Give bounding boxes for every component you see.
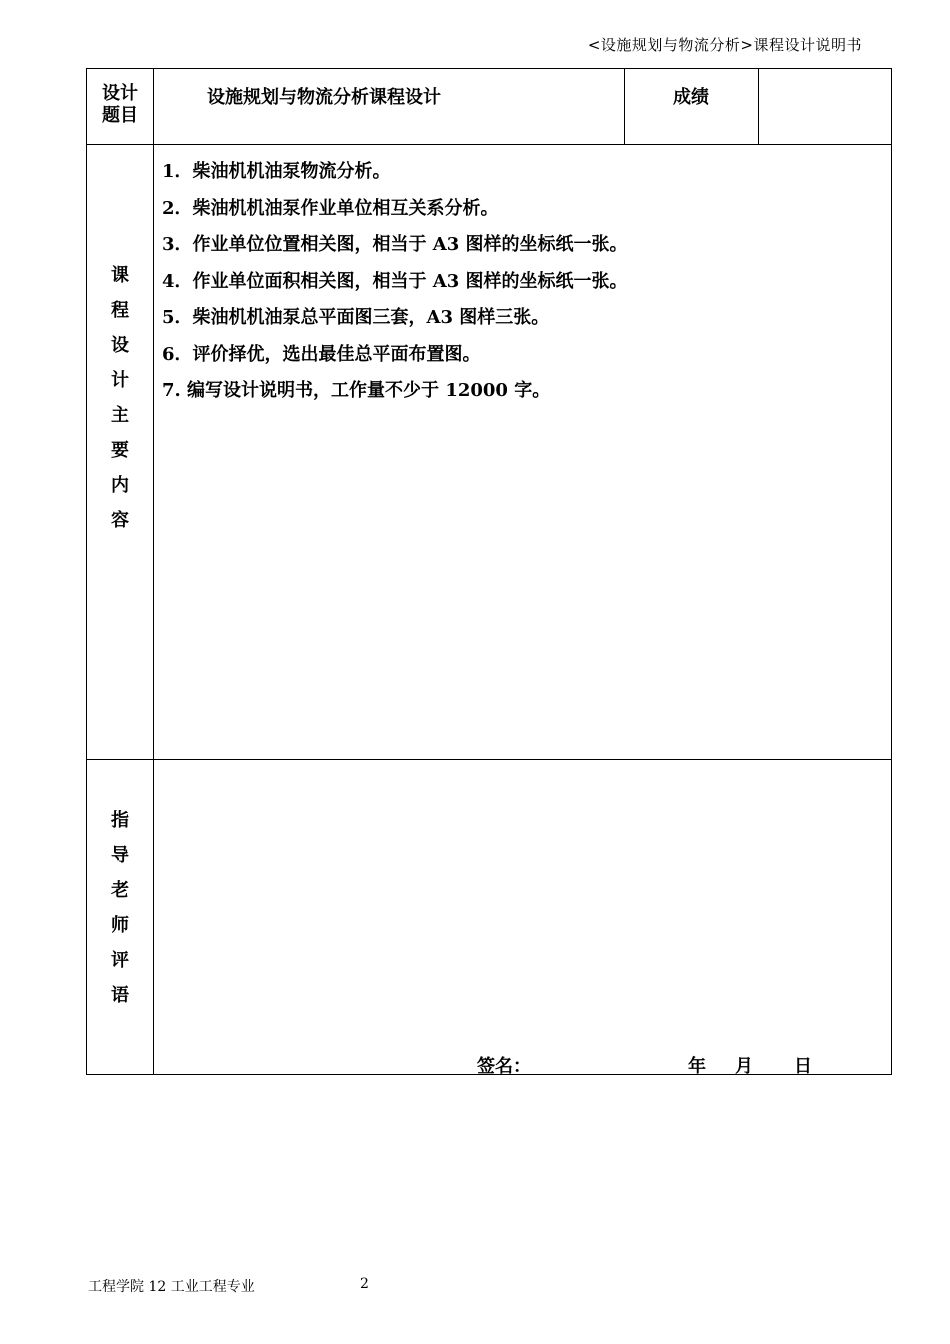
content-label-char: 计	[111, 370, 129, 391]
topic-label	[87, 83, 153, 127]
content-item: 4．作业单位面积相关图，相当于 A3 图样的坐标纸一张。	[162, 270, 628, 292]
running-header: <设施规划与物流分析>课程设计说明书	[587, 36, 862, 54]
topic-label-text: 设计题目	[102, 83, 138, 126]
comment-label-char: 语	[111, 985, 129, 1006]
content-item: 6．评价择优，选出最佳总平面布置图。	[162, 343, 481, 365]
comment-label-char: 评	[111, 950, 129, 971]
column-divider-grade-value	[758, 69, 759, 144]
content-label	[87, 258, 153, 538]
content-label-char: 主	[111, 405, 129, 426]
comment-label-char: 师	[111, 915, 129, 936]
column-divider-label	[153, 69, 154, 1075]
content-item: 5．柴油机机油泵总平面图三套，A3 图样三张。	[162, 307, 550, 328]
row-divider-content	[87, 759, 891, 760]
content-item: 1．柴油机机油泵物流分析。	[162, 161, 391, 182]
content-label-char: 程	[111, 300, 129, 321]
month-label: 月	[735, 1056, 753, 1077]
day-label: 日	[794, 1056, 812, 1077]
content-label-char: 要	[111, 440, 129, 461]
content-item: 2．柴油机机油泵作业单位相互关系分析。	[162, 197, 499, 219]
content-label-char: 容	[111, 510, 129, 531]
content-items-list	[162, 154, 628, 410]
content-label-char: 课	[111, 265, 129, 286]
footer-page-number: 2	[360, 1276, 369, 1292]
comment-label-char: 指	[111, 810, 129, 831]
content-label-char: 内	[111, 475, 129, 496]
comment-label-char: 老	[111, 880, 129, 901]
footer-department: 工程学院 12 工业工程专业	[88, 1279, 255, 1295]
comment-label-char: 导	[111, 845, 129, 866]
comment-label	[87, 803, 153, 1013]
design-form-table	[86, 68, 892, 1075]
year-label: 年	[688, 1056, 706, 1077]
grade-label: 成绩	[673, 87, 709, 108]
signature-label: 签名：	[477, 1056, 531, 1077]
row-divider-topic	[87, 144, 891, 145]
content-label-char: 设	[111, 335, 129, 356]
content-item: 7. 编写设计说明书，工作量不少于 12000 字。	[162, 380, 551, 401]
content-item: 3．作业单位位置相关图，相当于 A3 图样的坐标纸一张。	[162, 234, 628, 255]
topic-value: 设施规划与物流分析课程设计	[207, 87, 441, 108]
